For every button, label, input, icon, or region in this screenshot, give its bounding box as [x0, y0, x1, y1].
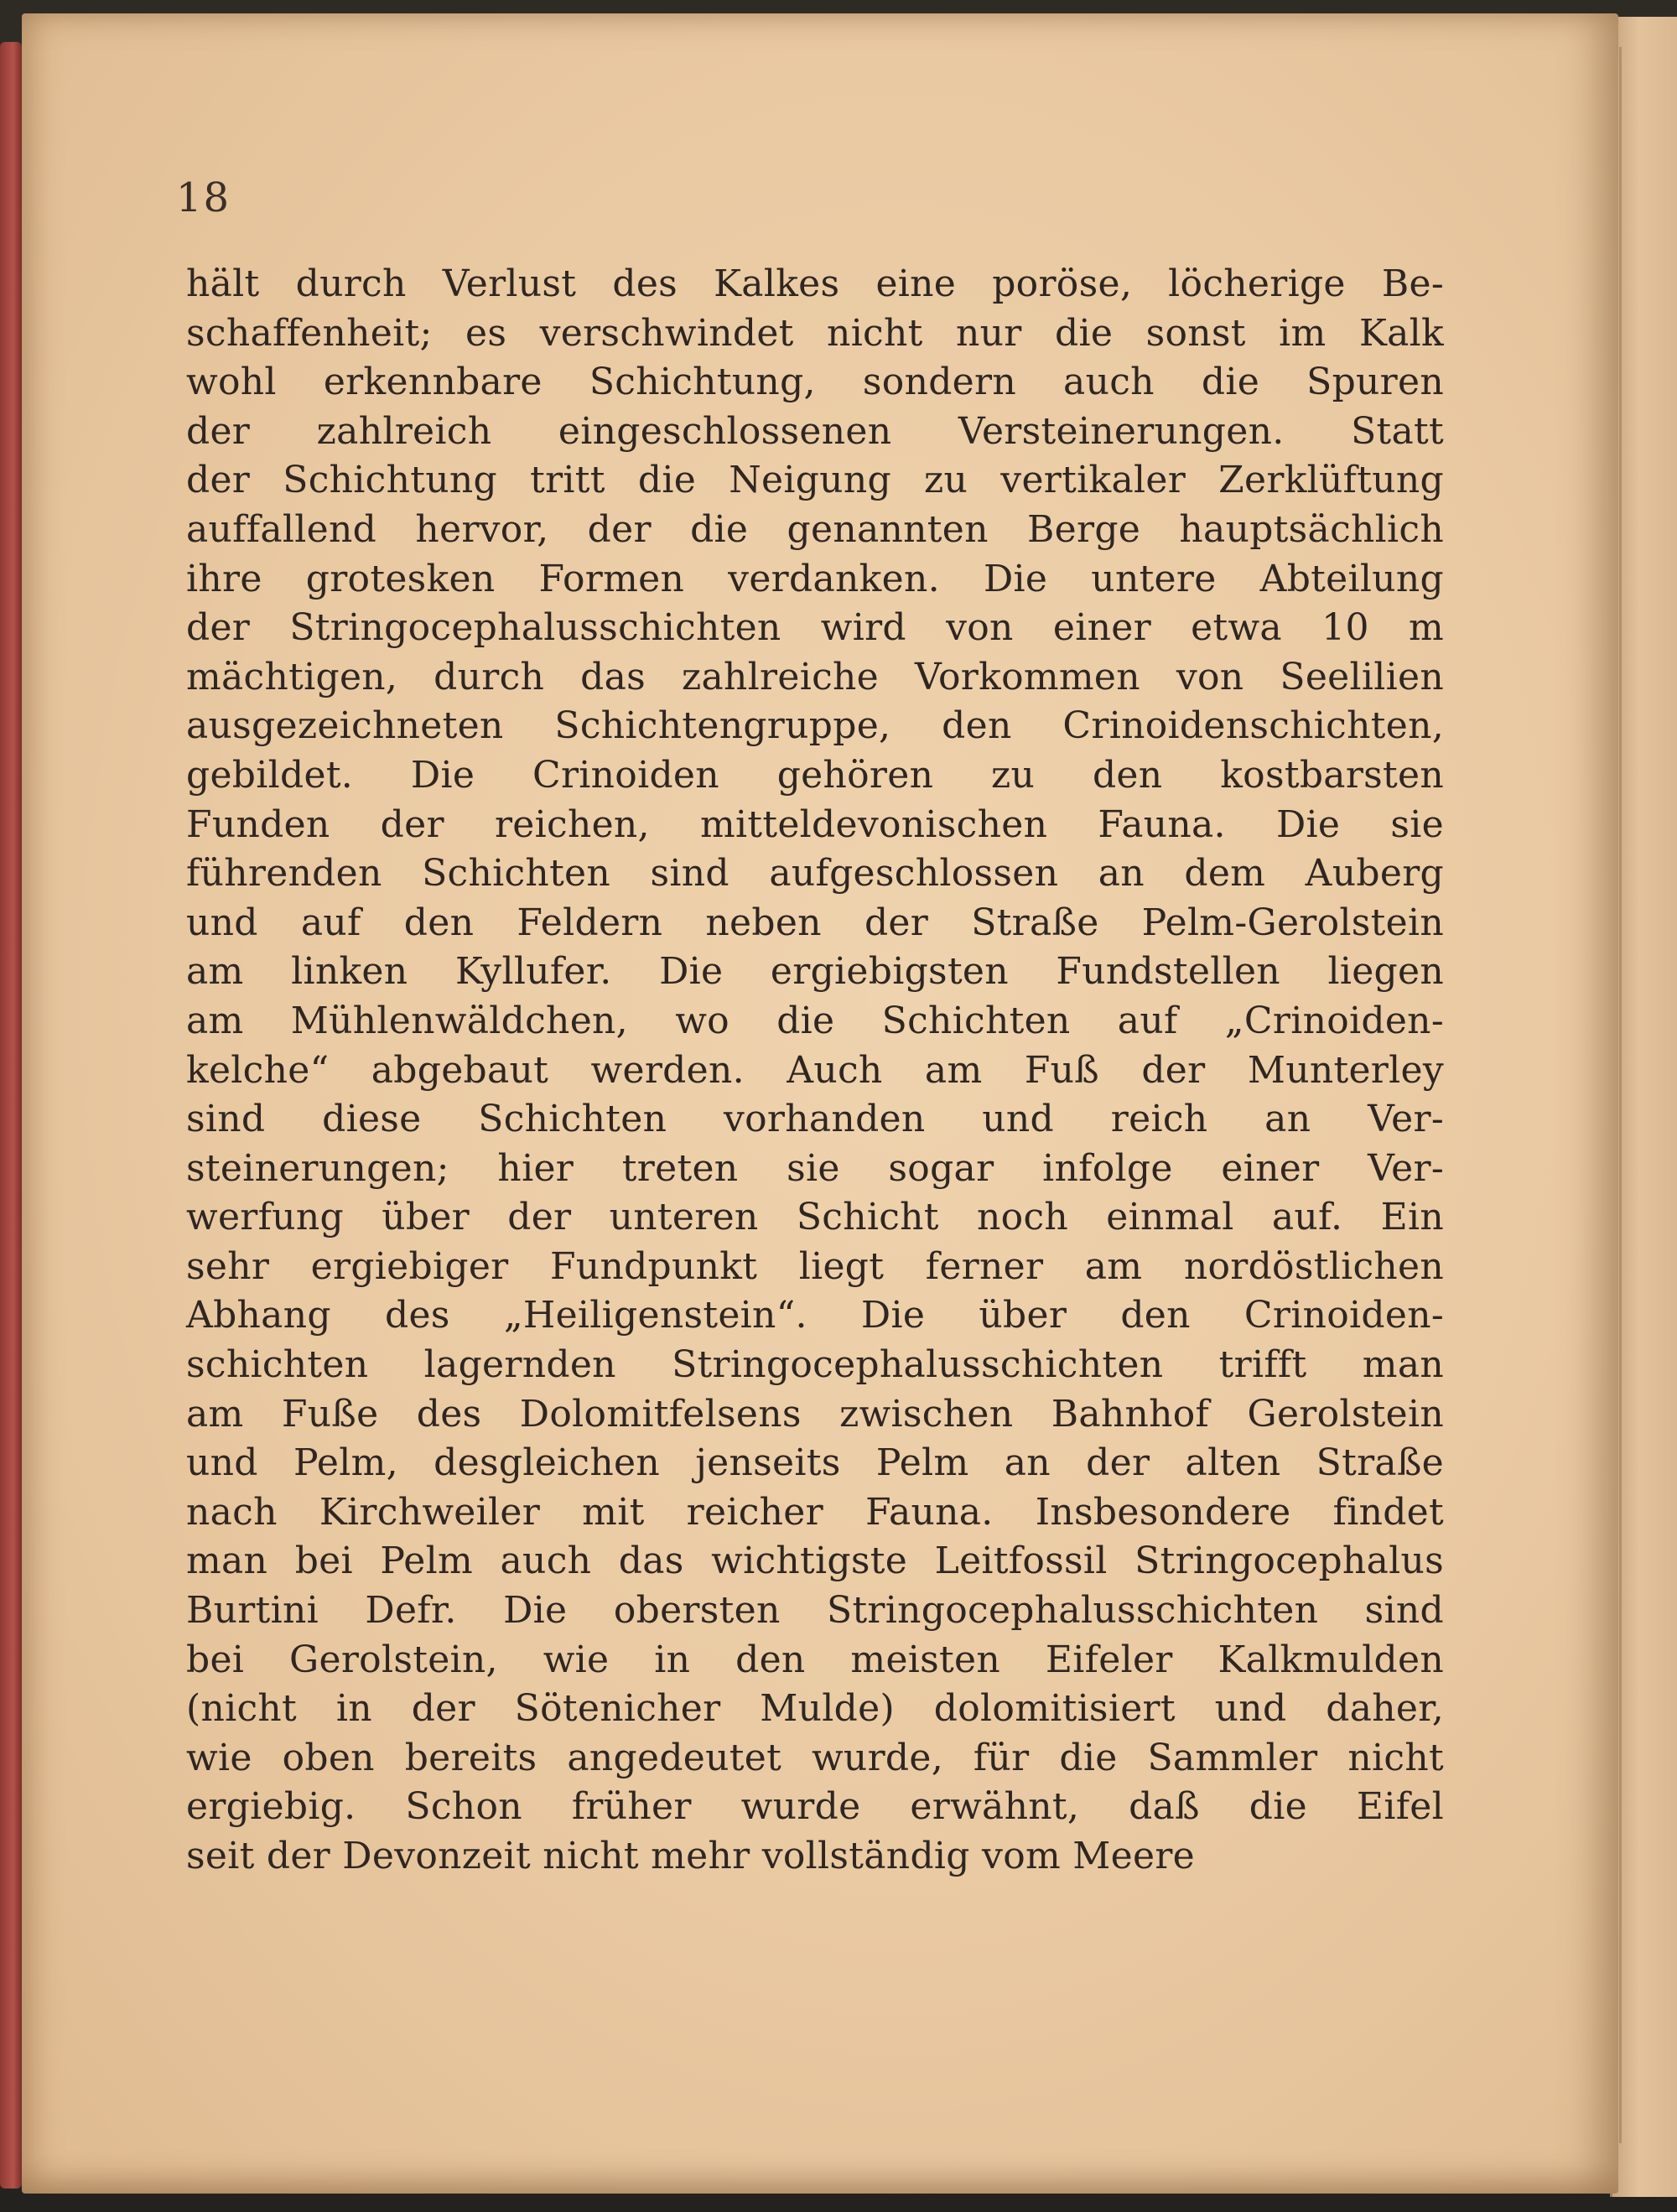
text-line: und auf den Feldern neben der Straße Pelm-Gerolstein [186, 901, 1444, 944]
text-line: hält durch Verlust des Kalkes eine poröse, löcherige Be- [186, 262, 1444, 305]
text-line: und Pelm, desgleichen jenseits Pelm an der alten Straße [186, 1441, 1444, 1485]
body-text [186, 260, 1444, 1882]
text-line: wohl erkennbare Schichtung, sondern auch die Spuren [186, 361, 1444, 404]
text-line: nach Kirchweiler mit reicher Fauna. Insbesondere findet [186, 1490, 1444, 1534]
text-line: schaffenheit; es verschwindet nicht nur die sonst im Kalk [186, 311, 1444, 355]
text-line: am Mühlenwäldchen, wo die Schichten auf „Crinoiden- [186, 999, 1444, 1042]
text-line: sehr ergiebiger Fundpunkt liegt ferner am nordöstlichen [186, 1244, 1444, 1288]
text-line: bei Gerolstein, wie in den meisten Eifeler Kalkmulden [186, 1638, 1444, 1681]
text-line: Funden der reichen, mitteldevonischen Fauna. Die sie [186, 802, 1444, 846]
text-line: sind diese Schichten vorhanden und reich an Ver- [186, 1098, 1444, 1141]
text-line: gebildet. Die Crinoiden gehören zu den kostbarsten [186, 753, 1444, 797]
text-line: man bei Pelm auch das wichtigste Leitfossil Stringocephalus [186, 1540, 1444, 1583]
text-line: seit der Devonzeit nicht mehr vollständig vom Meere [186, 1835, 1195, 1877]
text-line: ergiebig. Schon früher wurde erwähnt, daß die Eifel [186, 1785, 1444, 1829]
text-line: kelche“ abgebaut werden. Auch am Fuß der Munterley [186, 1048, 1444, 1092]
text-line: werfung über der unteren Schicht noch einmal auf. Ein [186, 1196, 1444, 1239]
text-line: schichten lagernden Stringocephalusschichten trifft man [186, 1343, 1444, 1387]
text-line: auffallend hervor, der die genannten Berge hauptsächlich [186, 507, 1444, 551]
page-gutter [1619, 47, 1622, 2143]
text-line: führenden Schichten sind aufgeschlossen an dem Auberg [186, 852, 1444, 896]
text-line: ausgezeichneten Schichtengruppe, den Crinoidenschichten, [186, 704, 1444, 748]
page-number: 18 [176, 174, 231, 221]
text-line: wie oben bereits angedeutet wurde, für die Sammler nicht [186, 1736, 1444, 1779]
text-line: ihre grotesken Formen verdanken. Die untere Abteilung [186, 557, 1444, 600]
book-cover-edge [0, 42, 22, 2189]
text-line: steinerungen; hier treten sie sogar infolge einer Ver- [186, 1146, 1444, 1190]
text-line: der zahlreich eingeschlossenen Versteinerungen. Statt [186, 409, 1444, 453]
text-line: mächtigen, durch das zahlreiche Vorkommen von Seelilien [186, 655, 1444, 698]
text-line: am Fuße des Dolomitfelsens zwischen Bahnhof Gerolstein [186, 1392, 1444, 1436]
text-line: Burtini Defr. Die obersten Stringocephalusschichten sind [186, 1589, 1444, 1633]
text-line: am linken Kyllufer. Die ergiebigsten Fundstellen liegen [186, 950, 1444, 994]
text-line: der Schichtung tritt die Neigung zu vertikaler Zerklüftung [186, 459, 1444, 502]
text-line: Abhang des „Heiligenstein“. Die über den Crinoiden- [186, 1294, 1444, 1337]
text-line: (nicht in der Sötenicher Mulde) dolomitisiert und daher, [186, 1687, 1444, 1731]
text-line: der Stringocephalusschichten wird von einer etwa 10 m [186, 606, 1444, 650]
